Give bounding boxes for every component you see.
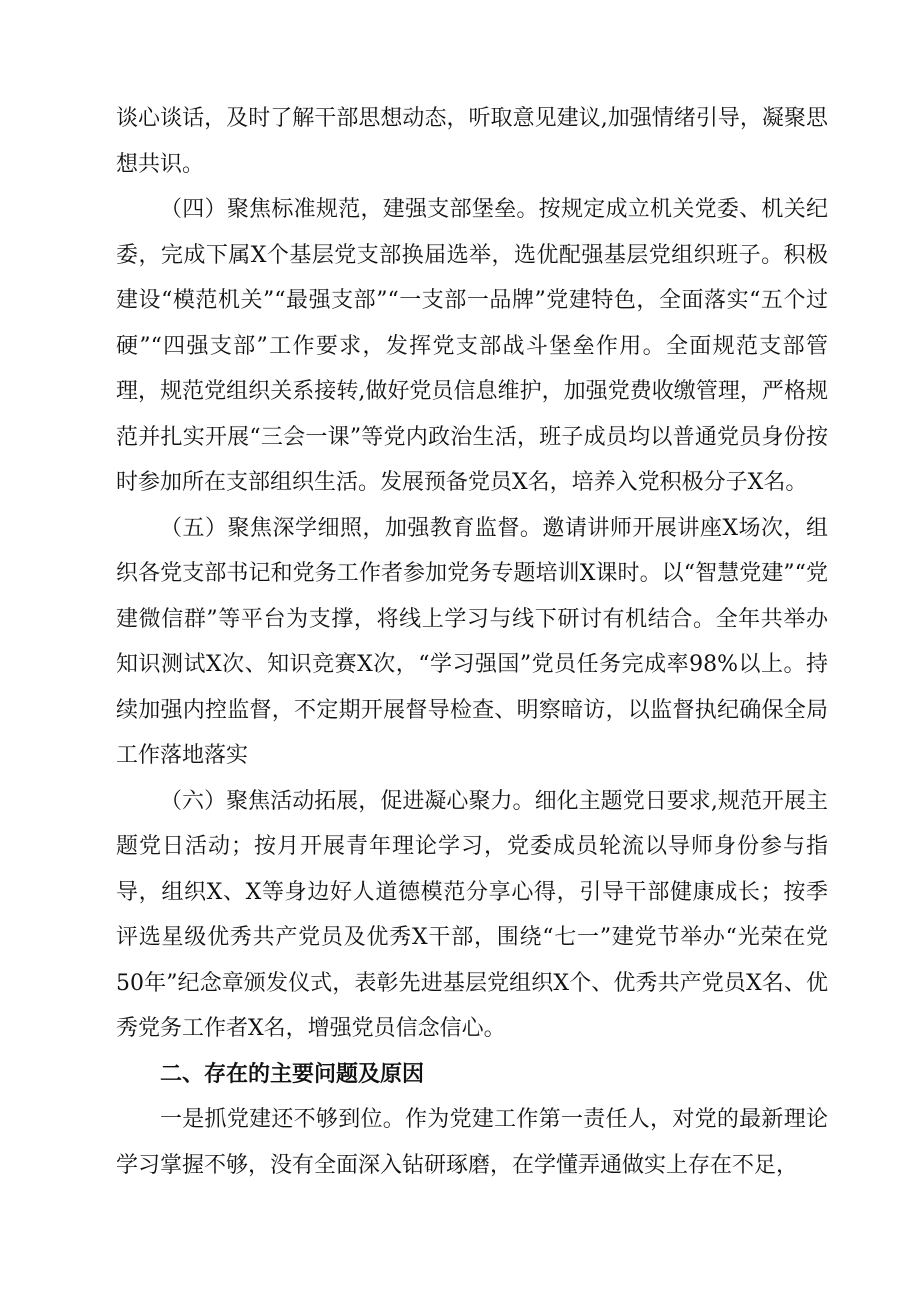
paragraph-continuation: 谈心谈话，及时了解干部思想动态，听取意见建议,加强情绪引导，凝聚思想共识。 xyxy=(116,106,828,177)
paragraph-problem-1: 一是抓党建还不够到位。作为党建工作第一责任人，对党的最新理论学习掌握不够，没有全面深入钻研琢磨，在学懂弄通做实上存在不足， xyxy=(116,1107,828,1178)
paragraph-section-6: （六）聚焦活动拓展，促进凝心聚力。细化主题党日要求,规范开展主题党日活动；按月开展青年理论学习，党委成员轮流以导师身份参与指导，组织X、X等身边好人道德模范分享心得，引导干部健康成长；按季评选星级优秀共产党员及优秀X干部，围绕“七一”建党节举办“光荣在党50年”纪念章颁发仪式，表彰先进基层党组织X个、优秀共产党员X名、优秀党务工作者X名，增强党员信念信心。 xyxy=(116,788,828,1041)
paragraph-section-5: （五）聚焦深学细照，加强教育监督。邀请讲师开展讲座X场次，组织各党支部书记和党务工作者参加党务专题培训X课时。以“智慧党建”“党建微信群”等平台为支撑，将线上学习与线下研讨有机结合。全年共举办知识测试X次、知识竞赛X次，“学习强国”党员任务完成率98%以上。持续加强内控监督，不定期开展督导检查、明察暗访，以监督执纪确保全局工作落地落实 xyxy=(116,515,828,768)
paragraph-section-4: （四）聚焦标准规范，建强支部堡垒。按规定成立机关党委、机关纪委，完成下属X个基层党支部换届选举，选优配强基层党组织班子。积极建设“模范机关”“最强支部”“一支部一品牌”党建特色，全面落实“五个过硬”“四强支部”工作要求，发挥党支部战斗堡垒作用。全面规范支部管理，规范党组织关系接转,做好党员信息维护，加强党费收缴管理，严格规范并扎实开展“三会一课”等党内政治生活，班子成员均以普通党员身份按时参加所在支部组织生活。发展预备党员X名，培养入党积极分子X名。 xyxy=(116,197,828,495)
section-heading-problems: 二、存在的主要问题及原因 xyxy=(160,1061,425,1087)
document-body xyxy=(116,96,828,1188)
